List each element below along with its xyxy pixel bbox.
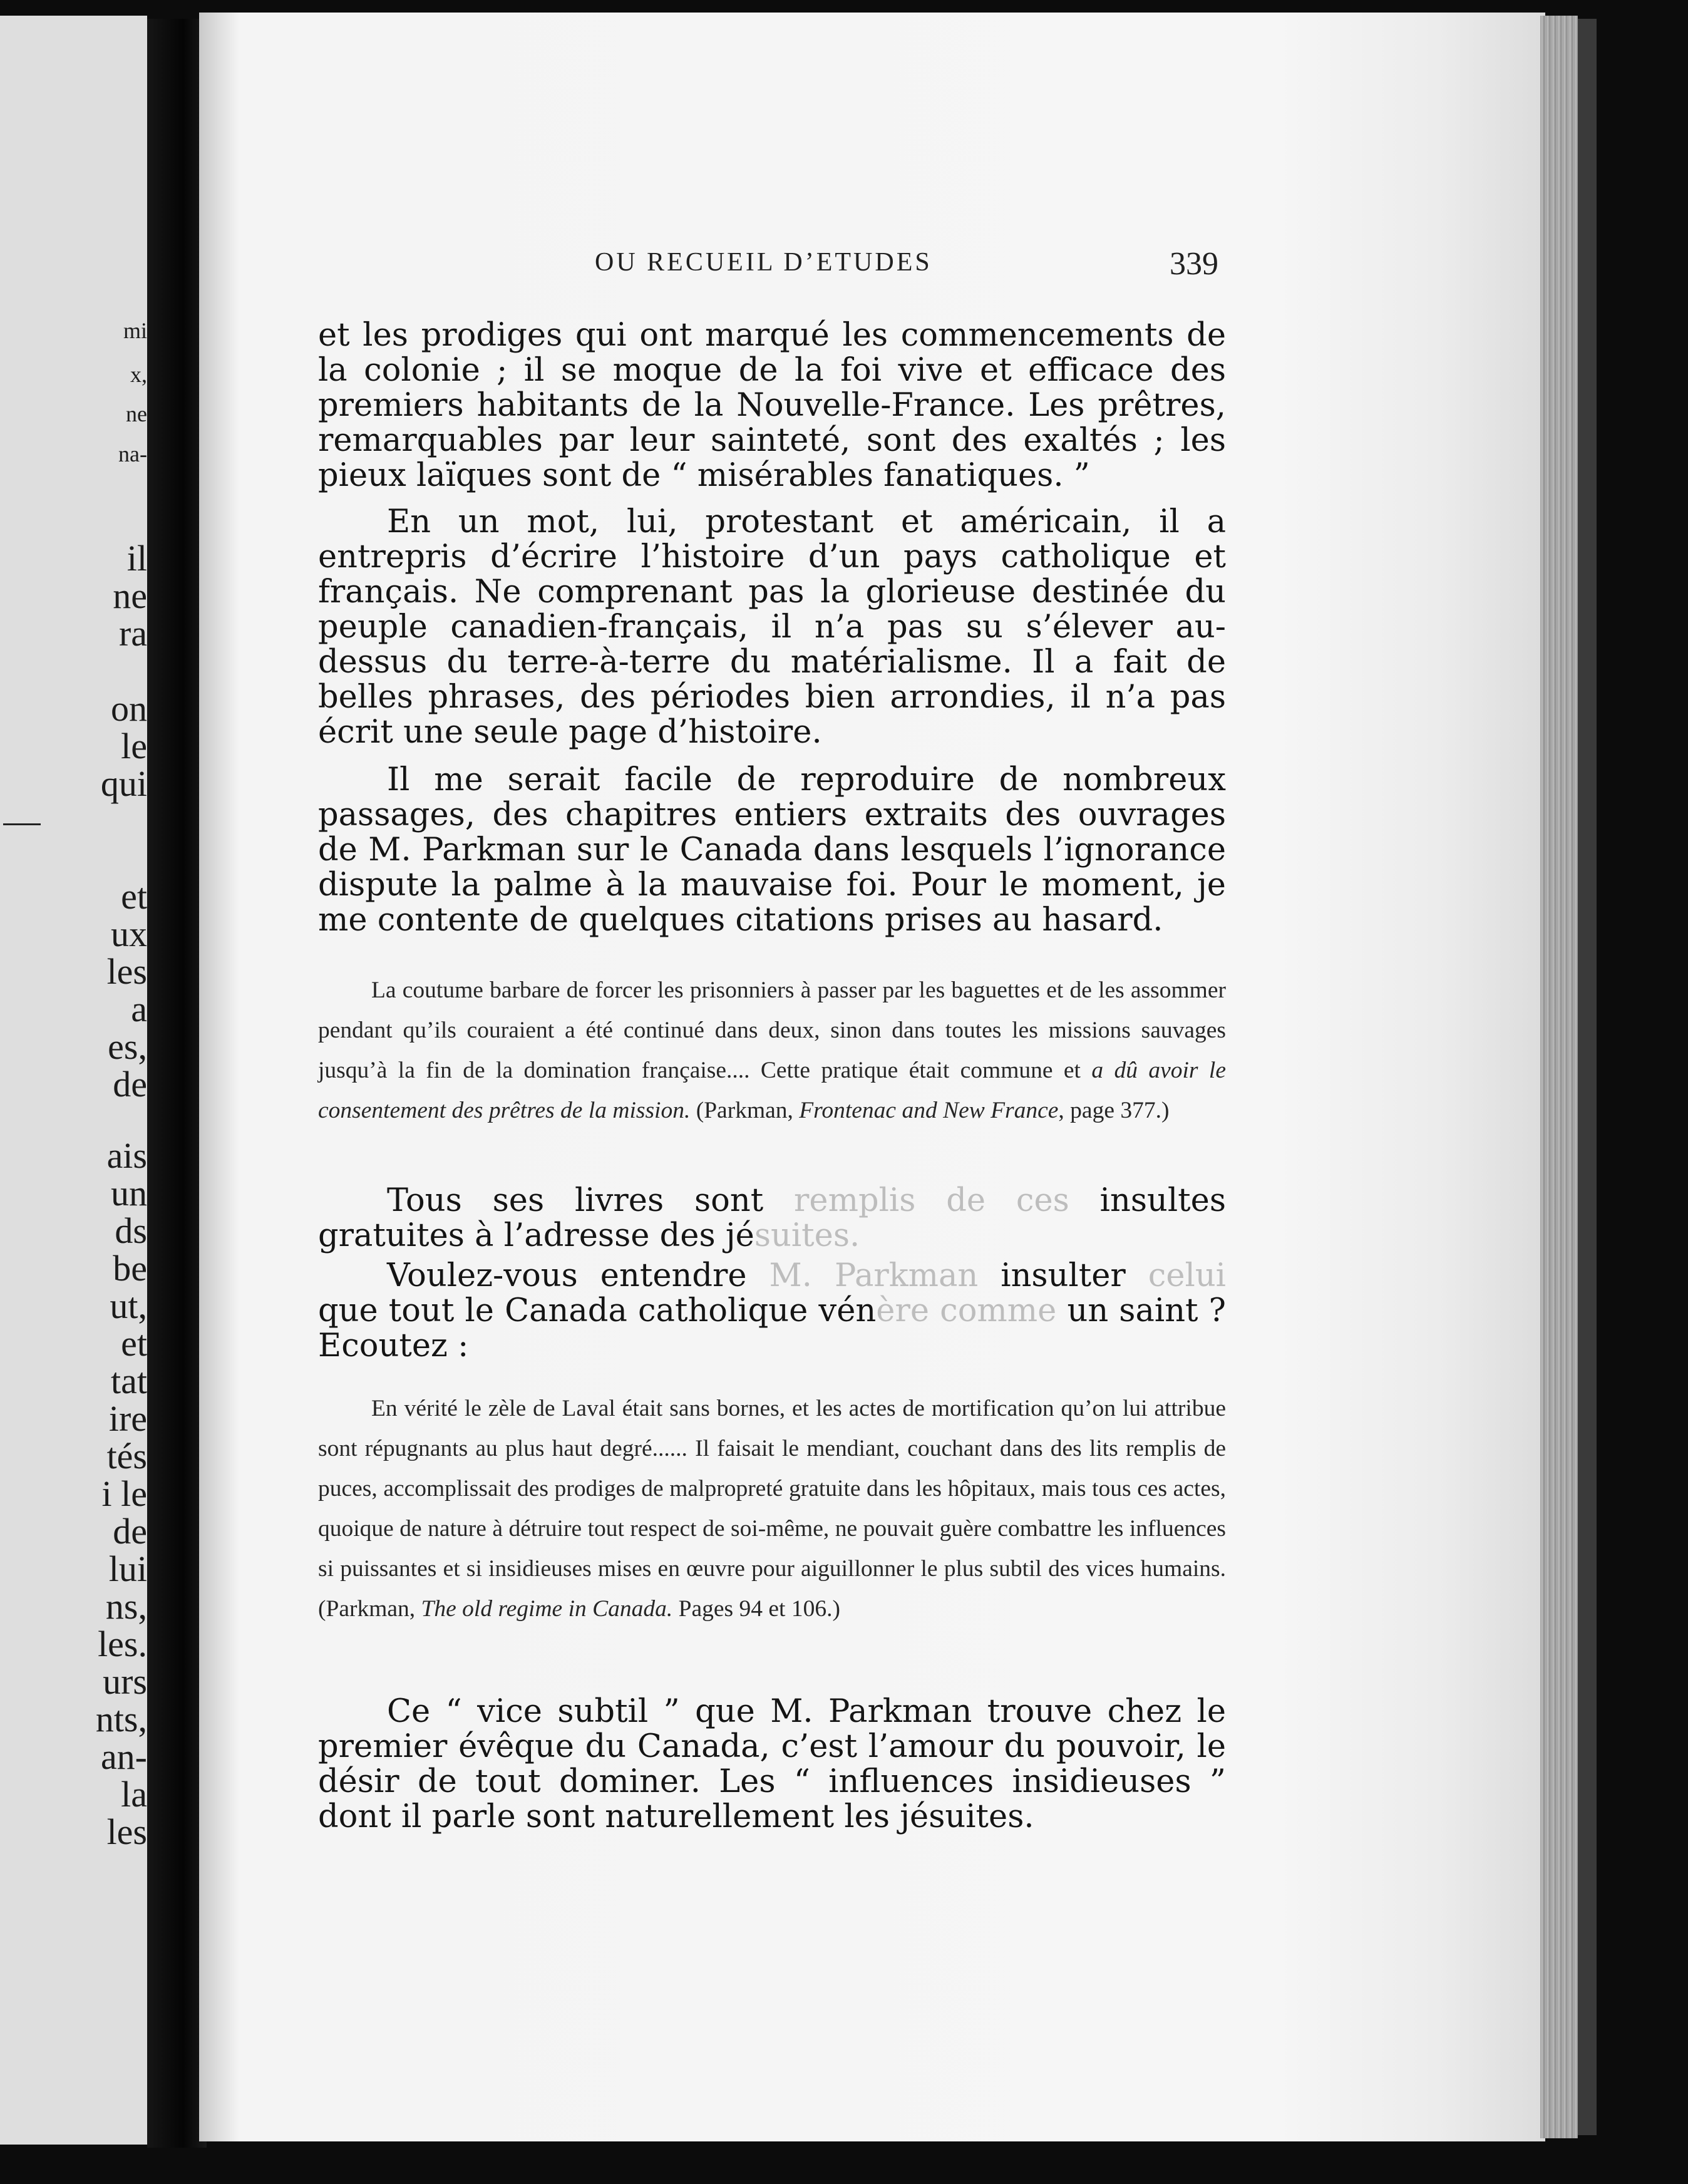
paragraph-2 [318, 505, 1226, 750]
left-page-text: mi [123, 318, 147, 343]
text-run: insulter [978, 1257, 1148, 1294]
text-run: que tout le Canada catholique vén [318, 1292, 877, 1329]
book-gutter [147, 19, 207, 2148]
quote-body: En vérité le zèle de Laval était sans bornes, et les actes de mortification qu’on lui attribue sont répugnants au plus haut degré...... Il faisait le mendiant, couchant dans des lits remplis de puces, accomplissait des prodiges de malpropreté gratuite dans les hôpitaux, mais tous ces actes, quoique de nature à détruire tout respect de soi-même, ne pouvait guère combattre les influences si puissantes et si insidieuses mises en œuvre pour aiguillonner le plus subtil des vices humains. [318, 1396, 1226, 1582]
left-page-text: de [113, 1511, 147, 1552]
left-page-text: ire [108, 1398, 147, 1439]
book-cover-edge [1578, 19, 1597, 2135]
left-page-text: nts, [95, 1699, 147, 1739]
faded-text-run: suites. [754, 1217, 860, 1254]
left-page-text: les [106, 1811, 147, 1852]
citation-open: (Parkman, [690, 1098, 800, 1123]
quote-emphasis: a dû avoir le consentement des prêtres de la mission. [318, 1058, 1226, 1123]
faded-text-run: ère comme [876, 1292, 1057, 1329]
left-page-text: i le [101, 1473, 147, 1514]
citation-page: , page 377.) [1058, 1098, 1170, 1123]
left-page-text: et [121, 876, 147, 917]
text-run: insultes gratuites à l’adresse des jé [318, 1182, 1226, 1254]
left-page-text: x, [130, 362, 147, 387]
paragraph-text [318, 1183, 1226, 1254]
text-run: Tous ses livres sont [387, 1182, 764, 1219]
left-page-text: ais [106, 1135, 147, 1176]
left-page-text: et [121, 1323, 147, 1364]
quote-text [318, 971, 1226, 1131]
text-run: Voulez-vous entendre [387, 1257, 769, 1294]
quote-body: La coutume barbare de forcer les prisonniers à passer par les baguettes et de les assommer pendant qu’ils couraient a été continué dans deux, sinon dans toutes les missions sauvages jusqu’à la fin de la domination française.... Cette pratique était commune et [318, 977, 1226, 1083]
paragraph-text [318, 1259, 1226, 1364]
left-page-rule [3, 823, 41, 825]
citation-page: Pages 94 et 106.) [672, 1596, 840, 1622]
text-run: un saint ? Ecoutez : [318, 1292, 1227, 1364]
left-page-text: les. [98, 1624, 147, 1664]
left-page-text: ut, [110, 1285, 147, 1326]
faded-text-run: celui [1148, 1257, 1226, 1294]
faded-text-run: remplis de ces [763, 1182, 1100, 1219]
left-page-text: es, [108, 1026, 147, 1067]
paragraph-4 [318, 1183, 1226, 1254]
citation-open: (Parkman, [318, 1596, 421, 1622]
left-page-text: urs [103, 1661, 147, 1702]
paragraph-1 [318, 318, 1226, 493]
left-page-text: les [106, 951, 147, 992]
left-page-text: on [111, 688, 147, 729]
left-page-text: qui [100, 763, 147, 804]
left-page-text: lui [108, 1548, 147, 1589]
page-number: 339 [1170, 246, 1218, 282]
paragraph-6 [318, 1694, 1226, 1835]
block-quote-1 [318, 971, 1226, 1131]
left-page-text: ra [118, 613, 147, 654]
left-page-text: le [121, 726, 147, 766]
citation-title: The old regime in Canada. [421, 1596, 673, 1622]
left-page-text: na- [118, 441, 147, 466]
left-page-text: be [113, 1248, 147, 1289]
left-page-text: an- [100, 1736, 147, 1777]
left-page-text: tat [111, 1361, 147, 1401]
left-page-text: ds [115, 1210, 147, 1251]
paragraph-text: Il me serait facile de reproduire de nombreux passages, des chapitres entiers extraits des ouvrages de M. Parkman sur le Canada dans lesquels l’ignorance dispute la palme à la mauvaise foi. Pour le moment, je me contente de quelques citations prises au hasard. [318, 761, 1226, 939]
running-header: OU RECUEIL D’ETUDES [595, 248, 932, 277]
left-page-text: la [121, 1774, 147, 1815]
paragraph-text: En un mot, lui, protestant et américain, il a entrepris d’écrire l’histoire d’un pays catholique et français. Ne comprenant pas la glorieuse destinée du peuple canadien-français, il n’a pas su s’élever au-dessus du terre-à-terre du matérialisme. Il a fait de belles phrases, des périodes bien arrondies, il n’a pas écrit une seule page d’histoire. [318, 503, 1226, 751]
block-quote-2 [318, 1389, 1226, 1629]
paragraph-text: Ce “ vice subtil ” que M. Parkman trouve chez le premier évêque du Canada, c’est l’amour du pouvoir, le désir de tout dominer. Les “ influences insidieuses ” dont il parle sont naturellement les jésuites. [318, 1693, 1226, 1835]
left-page-text: ux [111, 914, 147, 954]
left-page-text: ns, [105, 1586, 147, 1627]
left-page-text: il [126, 538, 147, 579]
citation-title: Frontenac and New France [799, 1098, 1059, 1123]
paragraph-3 [318, 763, 1226, 938]
left-page-text: un [111, 1173, 147, 1213]
left-page-text: de [113, 1064, 147, 1105]
quote-text [318, 1389, 1226, 1629]
left-page-text: ne [113, 575, 147, 616]
faded-text-run: M. Parkman [769, 1257, 979, 1294]
left-page-text: ne [126, 401, 147, 426]
left-page-text: tés [106, 1436, 147, 1476]
paragraph-5 [318, 1259, 1226, 1364]
paragraph-text: et les prodiges qui ont marqué les commencements de la colonie ; il se moque de la foi vive et efficace des premiers habitants de la Nouvelle-France. Les prêtres, remarquables par leur sainteté, sont des exaltés ; les pieux laïques sont de “ misérables fanatiques. ” [318, 317, 1226, 494]
left-page-text: a [131, 989, 147, 1029]
page-stack-edge [1540, 16, 1578, 2138]
left-page-fragment [0, 16, 147, 2145]
